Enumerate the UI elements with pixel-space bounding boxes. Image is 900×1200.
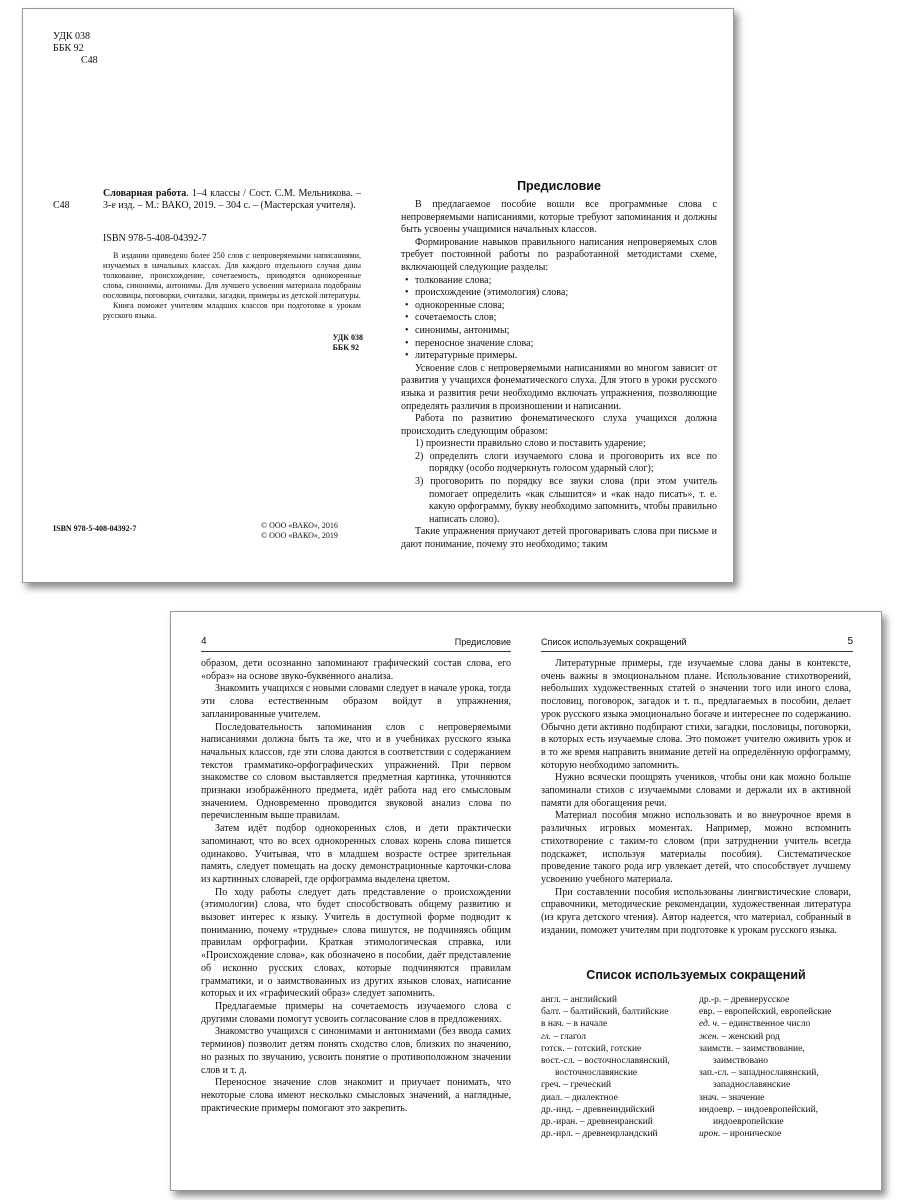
book-details: . 1–4 классы / Сост. С.М. Мельникова. – 3-е изд. – М.: ВАКО, 2019. – 304 с. – (Мастерская учителя).	[103, 188, 361, 211]
list-item: • однокоренные слова;	[405, 300, 717, 313]
copyright-block	[261, 521, 338, 541]
imprint-page	[23, 9, 379, 582]
abbreviation-key: ирон.	[699, 1129, 721, 1140]
abbreviation-entry: др.-ирл. – древнеирландский	[541, 1129, 658, 1140]
steps-list	[401, 438, 717, 526]
paragraph: Предлагаемые примеры на сочетаемость изучаемого слова с другими словами помогут усвоить согласование слов в предложениях.	[201, 1000, 511, 1025]
abbreviation-entry: знач. – значение	[699, 1092, 765, 1103]
top-page-spread	[22, 8, 734, 583]
udk-code: УДК 038	[332, 333, 363, 342]
paragraph: Такие упражнения приучают детей проговаривать слова при письме и дают понимание, почему это необходимо; таким	[401, 526, 717, 551]
copyright-line: © ООО «ВАКО», 2016	[261, 521, 338, 530]
book-title: Словарная работа	[103, 188, 187, 199]
running-title: Список используемых сокращений	[541, 637, 687, 647]
abbreviation-key: зап.-сл.	[699, 1068, 729, 1079]
abbreviations-column	[699, 994, 851, 1140]
abbreviation-entry: балт. – балтийский, балтийские	[541, 1007, 669, 1018]
isbn: ISBN 978-5-408-04392-7	[103, 233, 207, 244]
running-title: Предисловие	[454, 637, 511, 647]
abbreviation-key: диал.	[541, 1092, 563, 1103]
paragraph: В предлагаемое пособие вошли все программные слова с непроверяемыми написаниями, которые требуют запоминания и должны быть усвоены учащимися начальных классов.	[401, 199, 717, 236]
classification-codes-repeat	[333, 333, 363, 353]
abbreviation-meaning: диалектное	[571, 1092, 618, 1103]
abbreviation-meaning: европейский, европейские	[724, 1007, 832, 1018]
isbn-footer: ISBN 978-5-408-04392-7	[53, 524, 137, 533]
abbreviation-key: др.-иран.	[541, 1117, 578, 1128]
abbreviation-entry: англ. – английский	[541, 995, 617, 1005]
biblio-author-mark: С48	[53, 200, 70, 211]
abbreviation-meaning: древнеиранский	[587, 1117, 653, 1128]
list-item: • сочетаемость слов;	[405, 312, 717, 325]
abbreviation-meaning: древнеирландский	[582, 1129, 658, 1140]
paragraph: Нужно всячески поощрять учеников, чтобы они как можно больше запоминали стихов с изучаемыми словами и держали их в активной памяти для обогащения речи.	[541, 772, 851, 809]
annotation-paragraph: Книга поможет учителям младших классов при подготовке к урокам русского языка.	[103, 301, 361, 320]
abbreviation-meaning: западнославянский, западнославянские	[713, 1068, 819, 1091]
page-5-body	[541, 658, 851, 937]
abbreviation-key: др.-инд.	[541, 1104, 574, 1115]
abbreviation-meaning: индоевропейский, индоевропейские	[713, 1104, 819, 1128]
paragraph: Формирование навыков правильного написания непроверяемых слов требует постоянной работы по разработанной методистами схеме, включающей следующие разделы:	[401, 236, 717, 273]
classification-codes	[53, 31, 98, 67]
abbreviation-entry: др.-инд. – древнеиндийский	[541, 1104, 655, 1115]
abbreviation-entry: гл. – глагол	[541, 1031, 587, 1042]
abbreviation-key: др.-р.	[699, 995, 722, 1005]
abbreviation-key: в нач.	[541, 1019, 564, 1030]
paragraph: Литературные примеры, где изучаемые слова даны в контексте, очень важны в эмоциональном плане. Использование стихотворений, небольших художественных статей о значении того или иного слова, пословиц, поговорок, загадок и т. п., предлагаемых в пособии, делает урок русского языка эмоционально богаче и интереснее по содержанию. Обычно дети активно подбирают стихи, загадки, пословицы, поговорки, в которых есть изучаемые слова. Это поможет учителю оживить урок и в то же время направить внимание детей на определённую орфограмму, которую необходимо запомнить.	[541, 658, 851, 771]
abbreviation-key: знач.	[699, 1092, 719, 1103]
paragraph: Переносное значение слов знакомит и приучает понимать, что некоторые слова имеют несколько смысловых значений, а наглядные, практические примеры помогают это закрепить.	[201, 1077, 511, 1114]
running-header	[201, 634, 511, 652]
abbreviation-key: ед. ч.	[699, 1019, 720, 1030]
abbreviations-column	[541, 994, 693, 1140]
paragraph: Материал пособия можно использовать и во внеурочное время в различных игровых моментах. Например, можно вспомнить стихотворение с таким-то словом (при затруднении учитель всегда подскажет, используя материалы пособия). Систематическое проведение такого рода игр увлекает детей, что способствует лучшему усвоению учебного материала.	[541, 810, 851, 885]
abbreviation-entry: в нач. – в начале	[541, 1019, 608, 1030]
page-number: 4	[201, 636, 207, 647]
abbreviation-entry: греч. – греческий	[541, 1080, 612, 1091]
bibliographic-record	[103, 188, 361, 212]
list-item: • синонимы, антонимы;	[405, 325, 717, 338]
paragraph: При составлении пособия использованы лингвистические словари, справочники, методические рекомендации, художественная литература (из круга детского чтения). Автор надеется, что материал, собранный в издании, поможет учителям при подготовке к урокам русского языка.	[541, 886, 851, 936]
abbreviation-meaning: глагол	[560, 1031, 587, 1042]
abbreviation-meaning: готский, готские	[574, 1043, 642, 1054]
abbreviation-key: заимств.	[699, 1043, 734, 1054]
running-header	[541, 634, 853, 652]
abbreviation-key: жен.	[699, 1031, 720, 1042]
abbreviation-entry: вост.-сл. – восточнославянский, восточнославянские	[541, 1056, 670, 1079]
abbreviation-meaning: английский	[570, 995, 617, 1005]
abbreviation-key: балт.	[541, 1007, 561, 1018]
list-item: • литературные примеры.	[405, 350, 717, 363]
abbreviation-entry: жен. – женский род	[699, 1031, 780, 1042]
copyright-line: © ООО «ВАКО», 2019	[261, 531, 338, 540]
list-item: • происхождение (этимология) слова;	[405, 287, 717, 300]
list-item: • переносное значение слова;	[405, 338, 717, 351]
bbk-code: ББК 92	[53, 43, 84, 54]
abbreviation-key: евр.	[699, 1007, 715, 1018]
paragraph: образом, дети осознанно запоминают графический состав слова, его «образ» на основе звуко-буквенного анализа.	[201, 658, 511, 682]
abbreviation-meaning: значение	[728, 1092, 765, 1103]
abbreviation-entry: др.-р. – древнерусское	[699, 995, 790, 1005]
abbreviation-meaning: греческий	[570, 1080, 612, 1091]
abbreviation-entry: готск. – готский, готские	[541, 1043, 642, 1054]
abbreviation-meaning: заимствование, заимствовано	[713, 1043, 805, 1067]
abbreviation-key: готск.	[541, 1043, 565, 1054]
abbreviations-title: Список используемых сокращений	[586, 968, 806, 982]
list-item: 2) определить слоги изучаемого слова и проговорить их все по порядку (особо подчеркнуть голосом ударный слог);	[415, 450, 717, 475]
preface-title: Предисловие	[517, 179, 601, 193]
page-4	[171, 612, 527, 1190]
paragraph: Знакомство учащихся с синонимами и антонимами (без ввода самих терминов) позволит детям понять сходство слов, близких по значению, но разных по звучанию, усвоить понятие о противоположном значении слов и т. д.	[201, 1026, 511, 1076]
sections-list	[401, 275, 717, 363]
abbreviation-meaning: ироническое	[729, 1129, 782, 1140]
paragraph: Усвоение слов с непроверяемыми написаниями во многом зависит от развития у учащихся фонематического слуха. Для этого в уроки русского языка и развития речи необходимо включать упражнения, позволяющие определять различия в произношении и написании.	[401, 362, 717, 412]
preface-page	[379, 9, 734, 582]
list-item: 1) произнести правильно слово и поставить ударение;	[415, 438, 646, 450]
page-4-body	[201, 658, 511, 1115]
abbreviation-meaning: древнерусское	[730, 995, 790, 1005]
abbreviation-key: англ.	[541, 995, 561, 1005]
paragraph: Затем идёт подбор однокоренных слов, и дети практически запоминают, что во всех однокоренных словах корень слова пишется одинаково. Учитывая, что в младшем возрасте острее зрительная память, следует помещать на доску демонстрационные карточки-слова из картинных словарей, где орфограмма выделена цветом.	[201, 823, 511, 885]
annotation	[103, 251, 361, 321]
abbreviation-meaning: в начале	[573, 1019, 608, 1030]
abbreviation-entry: заимств. – заимствование, заимствовано	[699, 1043, 805, 1067]
abbreviation-entry: др.-иран. – древнеиранский	[541, 1117, 653, 1128]
abbreviation-meaning: единственное число	[728, 1019, 811, 1030]
abbreviation-key: др.-ирл.	[541, 1129, 573, 1140]
paragraph: По ходу работы следует дать представление о происхождении (этимологии) слова, что будет способствовать общему развитию и вызовет интерес к языку. Учитель в доступной форме подводит к пониманию, почему «трудные» слова пишутся, не подчиняясь общим правилам орфографии. Краткая этимологическая справка, или «Происхождение слова», как обозначено в пособии, даёт представление об исконно русских словах, которые подчиняются правилам грамматики, и о заимствованных из других языков словах, написание которых и их «графический образ» следует запомнить.	[201, 886, 511, 1000]
paragraph: Последовательность запоминания слов с непроверяемыми написаниями должна быть та же, что и в учебниках русского языка начальных классов, где эти слова даются в соответствии с содержанием текстов грамматико-орфографических упражнений. При первом знакомстве со словом выставляется предметная картинка, уточняются признаки изображённого предмета, идёт работа над его смысловым значением. Одновременно проводится звуковой анализ слова по перечисленным выше правилам.	[201, 721, 511, 822]
abbreviation-entry: ирон. – ироническое	[699, 1129, 782, 1140]
abbreviation-meaning: древнеиндийский	[583, 1104, 655, 1115]
abbreviation-entry: евр. – европейский, европейские	[699, 1007, 832, 1018]
abbreviation-meaning: балтийский, балтийские	[570, 1007, 669, 1018]
abbreviation-entry: диал. – диалектное	[541, 1092, 618, 1103]
abbreviation-key: вост.-сл.	[541, 1056, 575, 1067]
udk-code: УДК 038	[53, 31, 91, 42]
abbreviation-meaning: женский род	[728, 1031, 780, 1042]
paragraph: Работа по развитию фонематического слуха учащихся должна происходить следующим образом:	[401, 413, 717, 437]
annotation-paragraph: В издании приведено более 250 слов с непроверяемыми написаниями, изучаемых в начальных классах. Для каждого отдельного случая даны толкование, происхождение, сочетаемость, приводятся однокоренные слова, синонимы, антонимы. Для лучшего усвоения материала подобраны пословицы, поговорки, считалки, загадки, примеры из детской литературы.	[103, 251, 361, 300]
bottom-page-spread	[170, 611, 882, 1191]
abbreviation-entry: ед. ч. – единственное число	[699, 1019, 811, 1030]
abbreviation-key: гл.	[541, 1031, 552, 1042]
page-5	[527, 612, 882, 1190]
abbreviation-entry: зап.-сл. – западнославянский, западнославянские	[699, 1068, 819, 1091]
bbk-code: ББК 92	[332, 343, 360, 352]
abbreviation-key: индоевр.	[699, 1104, 735, 1115]
page-number: 5	[847, 636, 853, 647]
abbreviation-entry: индоевр. – индоевропейский, индоевропейские	[699, 1104, 819, 1128]
abbreviation-key: греч.	[541, 1080, 561, 1091]
preface-body	[401, 199, 717, 552]
author-mark: С48	[81, 55, 98, 66]
abbreviation-meaning: восточнославянский, восточнославянские	[555, 1056, 670, 1079]
paragraph: Знакомить учащихся с новыми словами следует в начале урока, тогда эти слова естественным образом войдут в упражнения, запланированные учителем.	[201, 683, 511, 720]
list-item: 3) проговорить по порядку все звуки слова (при этом учитель помогает определить «как слышится» и «как надо писать», т. е. какую орфограмму, букву необходимо запомнить, чтобы правильно написать слово).	[415, 476, 717, 525]
list-item: • толкование слова;	[405, 275, 717, 288]
